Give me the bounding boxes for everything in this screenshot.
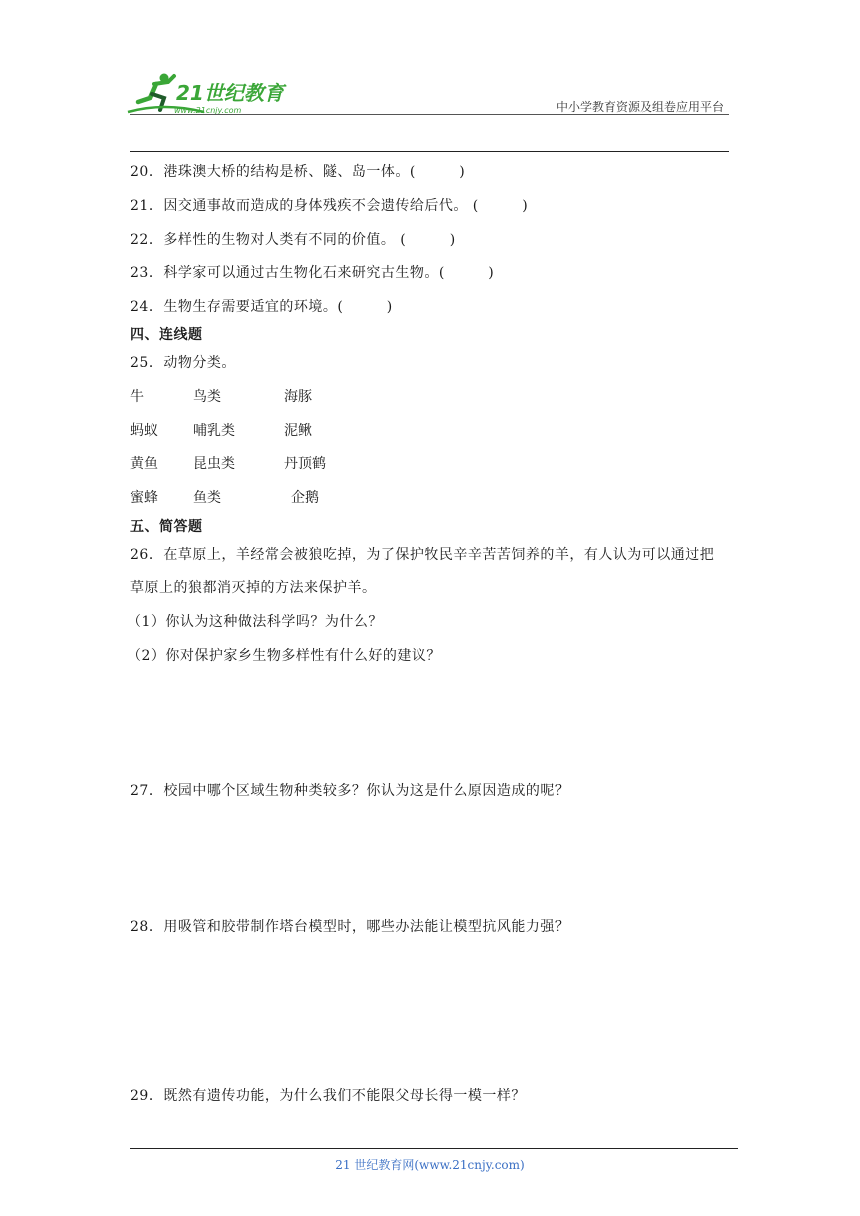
matching-left-item: 黄鱼 <box>130 456 158 472</box>
question-26-sub1: （1）你认为这种做法科学吗？为什么？ <box>127 614 383 630</box>
matching-left-item: 蜜蜂 <box>130 490 158 506</box>
question-26-line2: 草原上的狼都消灭掉的方法来保护羊。 <box>130 580 377 596</box>
logo-subtext: www.21cnjy.com <box>174 106 242 115</box>
section-title-short-answer: 五、简答题 <box>130 519 203 535</box>
question-28: 28．用吸管和胶带制作塔台模型时，哪些办法能让模型抗风能力强？ <box>130 919 570 935</box>
question-25: 25．动物分类。 <box>130 355 236 371</box>
footer-text: 21 世纪教育网(www.21cnjy.com) <box>335 1158 525 1172</box>
question-20: 20．港珠澳大桥的结构是桥、隧、岛一体。( ) <box>130 164 466 180</box>
question-27: 27．校园中哪个区域生物种类较多？你认为这是什么原因造成的呢？ <box>130 783 570 799</box>
section-title-matching: 四、连线题 <box>130 327 203 343</box>
question-26-line1: 26．在草原上，羊经常会被狼吃掉，为了保护牧民辛辛苦苦饲养的羊，有人认为可以通过把 <box>130 547 715 563</box>
site-tagline: 中小学教育资源及组卷应用平台 <box>555 100 724 114</box>
question-22: 22．多样性的生物对人类有不同的价值。 ( ) <box>130 232 456 248</box>
question-23: 23．科学家可以通过古生物化石来研究古生物。( ) <box>130 265 495 281</box>
footer-rule <box>130 1148 738 1149</box>
logo-text: 21世纪教育 <box>176 81 284 105</box>
question-24: 24．生物生存需要适宜的环境。( ) <box>130 299 393 315</box>
matching-middle-item: 鱼类 <box>193 490 221 506</box>
matching-middle-item: 哺乳类 <box>193 423 235 439</box>
matching-left-item: 牛 <box>130 389 144 405</box>
matching-middle-item: 鸟类 <box>193 389 221 405</box>
matching-right-item: 泥鳅 <box>284 423 312 439</box>
question-21: 21．因交通事故而造成的身体残疾不会遗传给后代。 ( ) <box>130 198 529 214</box>
matching-middle-item: 昆虫类 <box>193 456 235 472</box>
question-26-sub2: （2）你对保护家乡生物多样性有什么好的建议？ <box>127 648 441 664</box>
matching-right-item: 丹顶鹤 <box>284 456 326 472</box>
question-29: 29．既然有遗传功能，为什么我们不能限父母长得一模一样？ <box>130 1088 526 1104</box>
matching-right-item: 海豚 <box>284 389 312 405</box>
matching-right-item: 企鹅 <box>291 490 319 506</box>
header-divider <box>130 114 729 115</box>
matching-left-item: 蚂蚁 <box>130 423 158 439</box>
header-rule <box>130 151 729 152</box>
site-logo <box>124 72 294 116</box>
